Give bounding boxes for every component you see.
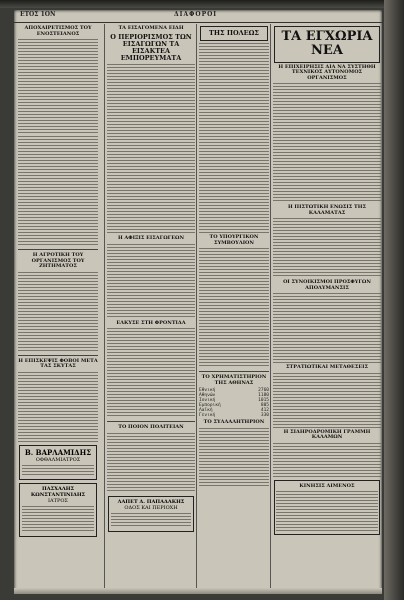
stock-name: Εμπορική: [199, 403, 221, 409]
col4-article-text-1: [273, 83, 381, 203]
col1-article-text-3: [18, 272, 98, 352]
col3-rule: [199, 371, 269, 372]
col4-article-text-6: [276, 491, 378, 531]
section-banner-box: [274, 26, 380, 63]
col2-article-text-3: [107, 328, 195, 418]
scan-top-edge: [0, 0, 404, 8]
col4-headline-1: Η ΕΠΙΧΕΙΡΗΣΙΣ ΔΙΑ ΝΑ ΣΥΣΤΗΘΗ ΤΕΧΝΙΚΟΣ ΑΥΤΟΝΟΜΟΣ ΟΡΓΑΝΙΣΜΟΣ: [278, 63, 376, 81]
col2-ad-subtitle: ΟΔΟΣ ΚΑΙ ΠΕΡΙΟΧΗ: [124, 504, 178, 511]
ad-2-name: ΠΑΣΧΑΛΗΣ ΚΩΝΣΤΑΝΤΙΝΙΔΗΣ: [30, 485, 86, 498]
col2-subhead-3: ΤΟ ΠΟΙΟΝ ΠΟΛΙΤΕΙΑΝ: [118, 424, 184, 431]
ad-box-1: [19, 445, 97, 480]
col3-article-text-1: [199, 43, 269, 233]
col2-article-text-2: [107, 244, 195, 319]
ad-2-subtitle: ΙΑΤΡΟΣ: [48, 497, 68, 504]
masthead: [14, 10, 382, 23]
col2-ad-text: [111, 513, 191, 527]
ad-1-subtitle: ΟΦΘΑΛΜΙΑΤΡΟΣ: [35, 456, 81, 463]
masthead-left: ΕΤΟΣ 1ΟΝ: [20, 11, 56, 18]
stock-value: 330: [260, 413, 269, 419]
col4-headline-5: Η ΣΙΔΗΡΟΔΡΟΜΙΚΗ ΓΡΑΜΜΗ ΚΑΛΑΜΩΝ: [283, 428, 371, 441]
stock-name: Εθνική: [199, 388, 216, 394]
col1-article-text-4: [18, 372, 98, 442]
col2-rule: [107, 421, 195, 422]
col3-subhead-3: ΤΟ ΣΥΛΛΑΛΗΤΗΡΙΟΝ: [203, 419, 265, 426]
stock-value: 1015: [258, 398, 269, 404]
col1-headline-3: Η ΕΠΙΣΚΕΨΙΣ ΦΟΒΟΙ ΜΕΤΑ ΤΑΣ ΣΚΥΤΑΣ: [18, 357, 98, 369]
stock-name: Λαϊκή: [199, 408, 213, 414]
col1-headline-1: ΑΠΟΧΑΙΡΕΤΙΣΜΟΣ ΤΟΥ ΕΝΟΣΤΕΙΑΝΟΣ: [24, 25, 92, 37]
column-1: [18, 24, 98, 590]
col2-article-text-4: [107, 433, 195, 493]
ad-box-2: [19, 483, 97, 537]
stock-value: 805: [260, 403, 269, 409]
col2-subhead-1: Η ΑΦΙΞΙΣ ΕΙΣΑΓΩΓΕΩΝ: [117, 235, 185, 242]
stock-name: Ιονική: [199, 398, 216, 404]
stock-name: Γενική: [199, 413, 216, 419]
col3-subhead-1: ΤΟ ΥΠΟΥΡΓΙΚΟΝ ΣΥΜΒΟΥΛΙΟΝ: [209, 234, 259, 246]
ad-1-name: Β. ΒΑΡΛΑΜΙΔΗΣ: [24, 447, 92, 457]
masthead-title: ΔΙΑΦΟΡΟΙ: [174, 11, 218, 18]
col4-headline-4: ΣΤΡΑΤΙΩΤΙΚΑΙ ΜΕΤΑΘΕΣΕΙΣ: [285, 364, 369, 371]
col2-kicker: ΤΑ ΕΙΣΑΓΟΜΕΝΑ ΕΙΔΗ: [118, 25, 184, 31]
col4-bottom-box: [274, 480, 380, 536]
col1-article-text-2: [18, 136, 98, 246]
ad-2-text: [22, 506, 94, 532]
section-banner: ΤΑ ΕΓΧΩΡΙΑ ΝΕΑ: [281, 29, 373, 59]
col3-article-text-2: [199, 248, 269, 368]
stock-table: [199, 388, 269, 418]
ad-1-text: [22, 465, 94, 475]
newspaper-page: [14, 10, 382, 594]
col3-article-text-3: [199, 428, 269, 488]
col4-headline-3: ΟΙ ΣΥΝΟΙΚΙΣΜΟΙ ΠΡΟΣΦΥΓΩΝ ΑΠΟΛΥΜΑΝΣΙΣ: [283, 279, 371, 291]
col1-rule-1: [18, 249, 98, 250]
stock-value: 1180: [258, 393, 269, 399]
stock-row: [199, 413, 269, 418]
stock-value: 2760: [258, 388, 269, 394]
col4-headline-2: Η ΠΙΣΤΩΤΙΚΗ ΕΝΩΣΙΣ ΤΗΣ ΚΑΛΑΜΑΤΑΣ: [287, 204, 367, 216]
col1-rule-2: [18, 355, 98, 356]
col1-headline-2: Η ΑΓΡΟΤΙΚΗ ΤΟΥ ΟΡΓΑΝΙΣΜΟΣ ΤΟΥ ΖΗΤΗΜΑΤΟΣ: [31, 252, 85, 269]
col4-article-text-5: [273, 443, 381, 478]
column-4: [270, 24, 381, 590]
column-3: [196, 24, 269, 590]
col2-article-text-1: [107, 64, 195, 234]
col3-header-box: [200, 26, 268, 41]
col4-article-text-2: [273, 218, 381, 278]
col2-subhead-2: ΕΛΚΥΣΕ ΣΤΗ ΦΡΟΝΤΙΔΑ: [116, 319, 186, 326]
col3-subhead-2: ΤΟ ΧΡΗΜΑΤΙΣΤΗΡΙΟΝ ΤΗΣ ΑΘΗΝΑΣ: [201, 374, 267, 386]
page-bottom-shadow: [14, 588, 382, 594]
col3-headline: ΤΗΣ ΠΟΛΕΩΣ: [208, 29, 260, 37]
scan-right-edge: [384, 0, 404, 600]
col4-headline-6: ΚΙΝΗΣΙΣ ΛΙΜΕΝΟΣ: [299, 482, 355, 489]
col2-ad-name: ΛΑΠΕΤ Δ. ΠΑΠΑΔΑΚΗΣ: [117, 498, 185, 505]
stock-name: Αθηνών: [199, 393, 216, 399]
col4-article-text-4: [273, 373, 381, 428]
col2-main-headline: Ο ΠΕΡΙΟΡΙΣΜΟΣ ΤΩΝ ΕΙΣΑΓΩΓΩΝ ΤΑ ΕΙΣΑΚΤΕΑ ΕΜΠΟΡΕΥΜΑΤΑ: [110, 32, 192, 62]
column-2: [104, 24, 195, 590]
stock-value: 412: [260, 408, 269, 414]
col1-article-text-1: [18, 39, 98, 134]
col2-ad-box: [108, 496, 194, 532]
col4-article-text-3: [273, 293, 381, 363]
